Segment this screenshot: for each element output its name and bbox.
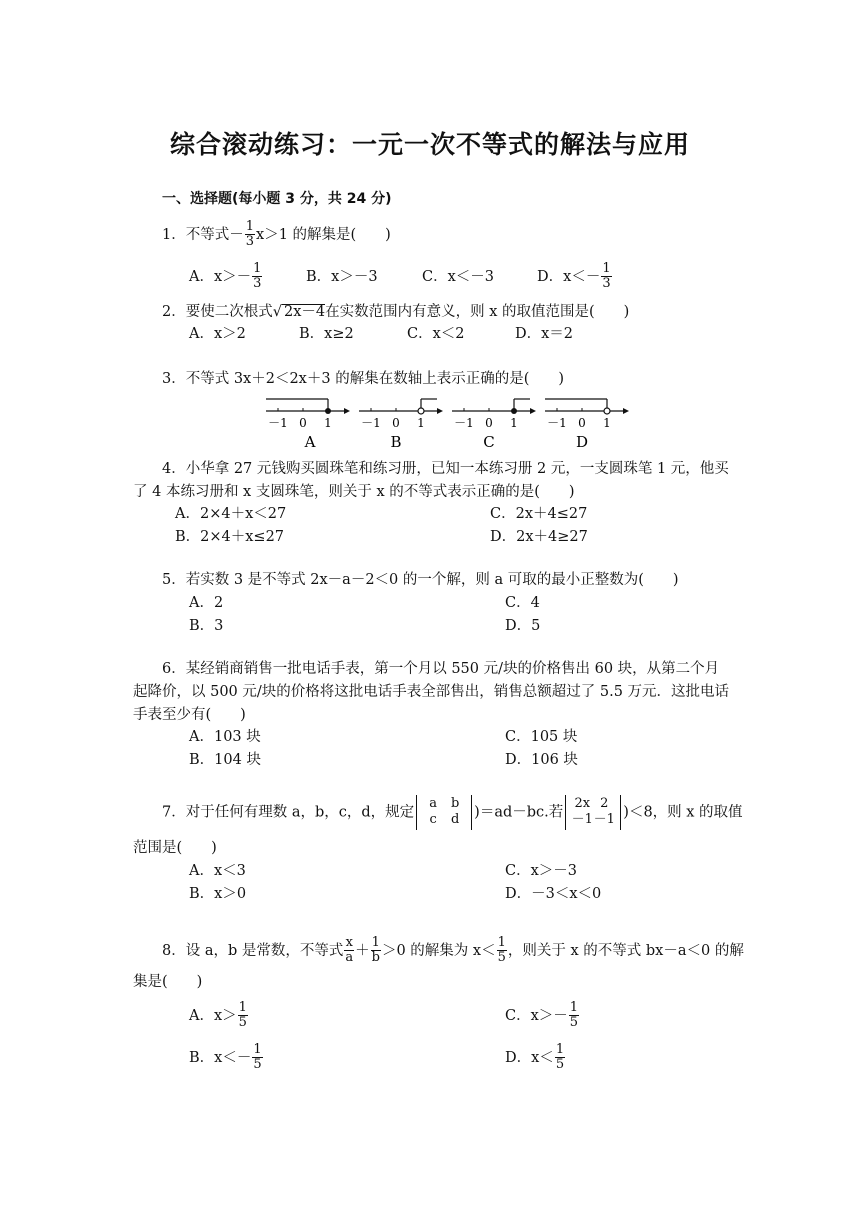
- tick-label: 0: [392, 416, 400, 430]
- matrix-entry: c: [429, 812, 437, 828]
- q8-option-d[interactable]: [505, 1043, 566, 1073]
- sqrt-icon: √: [272, 304, 282, 320]
- denominator: 5: [238, 1015, 247, 1031]
- number-line-b[interactable]: [359, 399, 443, 451]
- option-text: x＜－: [563, 268, 601, 285]
- q7-option-a[interactable]: A．x＜3: [189, 863, 246, 879]
- q8-option-c[interactable]: [505, 1001, 580, 1031]
- option-letter: B．: [306, 269, 332, 285]
- q8-stem-part: ＞0 的解集为 x＜: [381, 942, 496, 959]
- q7-option-b[interactable]: B．x＞0: [189, 886, 247, 902]
- q7-option-c[interactable]: C．x＞－3: [505, 863, 577, 879]
- question-2-stem: [162, 304, 629, 320]
- q1d-fraction: [601, 262, 611, 292]
- figure-letter: B: [390, 433, 402, 451]
- determinant-1: [416, 795, 472, 830]
- q4-option-b[interactable]: B．2×4＋x≤27: [175, 529, 285, 545]
- q7-stem-part: 7．对于任何有理数 a，b，c，d，规定: [162, 804, 415, 821]
- closed-dot-icon: [325, 408, 331, 414]
- numerator: 1: [602, 261, 611, 276]
- denominator: 5: [569, 1015, 579, 1031]
- option-fraction: [569, 1001, 579, 1031]
- tick-label: 0: [299, 416, 307, 430]
- number-line-a[interactable]: [266, 399, 350, 451]
- tick-label: 1: [510, 416, 518, 430]
- q1-stem-part: x＞1 的解集是( ): [256, 226, 391, 243]
- q1-fraction: [245, 220, 255, 250]
- option-text: A．x＞: [189, 1007, 237, 1024]
- q1-option-b[interactable]: [306, 270, 378, 285]
- number-line-figures: [260, 392, 640, 454]
- matrix-entry: d: [451, 812, 460, 828]
- question-7-stem: [162, 795, 743, 830]
- q2-option-d[interactable]: D．x＝2: [515, 326, 574, 342]
- matrix-entry: －1: [571, 812, 593, 828]
- matrix-entry: －1: [593, 812, 615, 828]
- question-3-stem: 3．不等式 3x＋2＜2x＋3 的解集在数轴上表示正确的是( ): [162, 371, 565, 387]
- numerator: 1: [253, 261, 262, 276]
- question-6-line1: 6．某经销商销售一批电话手表，第一个月以 550 元/块的价格售出 60 块，从第二个月: [162, 661, 720, 677]
- q5-option-b[interactable]: B．3: [189, 618, 224, 634]
- tick-label: －1: [268, 416, 288, 430]
- q2-option-c[interactable]: C．x＜2: [407, 326, 465, 342]
- q5-option-d[interactable]: D．5: [505, 618, 541, 634]
- question-4-line2: 了 4 本练习册和 x 支圆珠笔，则关于 x 的不等式表示正确的是( ): [133, 484, 575, 500]
- option-letter: D．: [537, 268, 564, 285]
- numerator: 1: [238, 1000, 247, 1015]
- tick-label: 1: [417, 416, 425, 430]
- q1-stem-part: 1．不等式－: [162, 226, 244, 243]
- q2-option-b[interactable]: B．x≥2: [299, 326, 354, 342]
- q8-plus: ＋: [355, 942, 370, 959]
- option-fraction: [555, 1043, 565, 1073]
- q8-stem-part: 8．设 a，b 是常数，不等式: [162, 942, 344, 959]
- q7-option-d[interactable]: D．－3＜x＜0: [505, 886, 602, 902]
- q4-option-d[interactable]: D．2x＋4≥27: [490, 529, 588, 545]
- closed-dot-icon: [511, 408, 517, 414]
- tick-label: －1: [454, 416, 474, 430]
- tick-label: 1: [324, 416, 332, 430]
- matrix-entry: b: [451, 796, 460, 811]
- numerator: 1: [371, 935, 380, 950]
- option-letter: C．: [422, 269, 448, 285]
- tick-label: －1: [361, 416, 381, 430]
- q6-option-c[interactable]: C．105 块: [505, 729, 578, 745]
- denominator: 5: [253, 1057, 262, 1073]
- question-8-line2: 集是( ): [133, 974, 203, 990]
- denominator: 3: [253, 276, 262, 292]
- denominator: 5: [555, 1057, 565, 1073]
- numerator: 1: [555, 1042, 565, 1057]
- question-5-stem: 5．若实数 3 是不等式 2x－a－2＜0 的一个解，则 a 可取的最小正整数为( ): [162, 572, 679, 588]
- denominator: a: [345, 950, 354, 966]
- option-letter: A．: [189, 268, 214, 285]
- question-8-stem: [162, 936, 744, 966]
- figure-letter: D: [575, 433, 589, 451]
- option-text: x＞－: [213, 268, 252, 285]
- question-1-stem: [162, 220, 391, 250]
- denominator: 3: [602, 276, 611, 292]
- matrix-entry: 2x: [574, 796, 591, 811]
- number-line-d[interactable]: [545, 399, 629, 451]
- q4-option-c[interactable]: C．2x＋4≤27: [490, 506, 588, 522]
- q2-stem-part: 在实数范围内有意义，则 x 的取值范围是( ): [325, 304, 630, 320]
- tick-label: －1: [547, 416, 567, 430]
- numerator: 1: [253, 1042, 262, 1057]
- option-text: B．x＜－: [189, 1049, 252, 1066]
- q1-option-a[interactable]: [189, 262, 263, 292]
- q1-option-c[interactable]: [422, 270, 494, 285]
- q1a-fraction: [252, 262, 262, 292]
- question-7-line2: 范围是( ): [133, 840, 217, 856]
- option-text: x＜－3: [447, 269, 495, 285]
- denominator: b: [371, 950, 380, 966]
- q5-option-a[interactable]: A．2: [189, 595, 224, 611]
- option-text: x＞－3: [331, 269, 378, 285]
- numerator: 1: [569, 1000, 579, 1015]
- numerator: 1: [497, 935, 506, 950]
- q8-fraction-x-a: [344, 936, 354, 966]
- numerator: x: [345, 935, 353, 950]
- open-dot-icon: [418, 408, 424, 414]
- question-6-line3: 手表至少有( ): [133, 707, 246, 723]
- question-4-line1: 4．小华拿 27 元钱购买圆珠笔和练习册，已知一本练习册 2 元，一支圆珠笔 1 元，他买: [162, 461, 729, 477]
- number-line-c[interactable]: [452, 399, 536, 451]
- option-text: D．x＜: [505, 1049, 554, 1066]
- q6-option-b[interactable]: B．104 块: [189, 752, 261, 768]
- q7-stem-part: )＜8，则 x 的取值: [623, 804, 743, 821]
- figure-letter: A: [304, 433, 316, 451]
- q2-radicand: 2x－4: [283, 304, 326, 320]
- matrix-entry: a: [429, 796, 438, 811]
- matrix-entry: 2: [600, 796, 609, 811]
- q8-fraction-1-b: [371, 936, 381, 966]
- q5-option-c[interactable]: C．4: [505, 595, 540, 611]
- tick-label: 0: [578, 416, 586, 430]
- q8-fraction-1-5: [497, 936, 507, 966]
- option-fraction: [238, 1001, 248, 1031]
- tick-label: 0: [485, 416, 493, 430]
- option-fraction: [252, 1043, 262, 1073]
- q8-option-b[interactable]: [189, 1043, 264, 1073]
- question-6-line2: 起降价，以 500 元/块的价格将这批电话手表全部售出，销售总额超过了 5.5 万元．这批电话: [133, 684, 730, 700]
- figure-letter: C: [483, 433, 495, 451]
- page-title: 综合滚动练习：一元一次不等式的解法与应用: [169, 130, 690, 159]
- q8-option-a[interactable]: [189, 1001, 249, 1031]
- denominator: 5: [497, 950, 506, 966]
- numerator: 1: [245, 219, 255, 234]
- q6-option-d[interactable]: D．106 块: [505, 752, 578, 768]
- q2-option-a[interactable]: A．x＞2: [189, 326, 246, 342]
- option-text: C．x＞－: [505, 1007, 568, 1024]
- q1-option-d[interactable]: [537, 262, 613, 292]
- section-heading: 一、选择题(每小题 3 分，共 24 分): [162, 191, 392, 207]
- q6-option-a[interactable]: A．103 块: [189, 729, 261, 745]
- open-dot-icon: [604, 408, 610, 414]
- q2-stem-part: 2．要使二次根式: [162, 304, 273, 320]
- denominator: 3: [245, 234, 255, 250]
- q7-stem-part: )＝ad－bc.若: [474, 804, 564, 821]
- determinant-2: [565, 795, 621, 830]
- q4-option-a[interactable]: A．2×4＋x＜27: [175, 506, 287, 522]
- tick-label: 1: [603, 416, 611, 430]
- q8-stem-part: ，则关于 x 的不等式 bx－a＜0 的解: [507, 942, 744, 959]
